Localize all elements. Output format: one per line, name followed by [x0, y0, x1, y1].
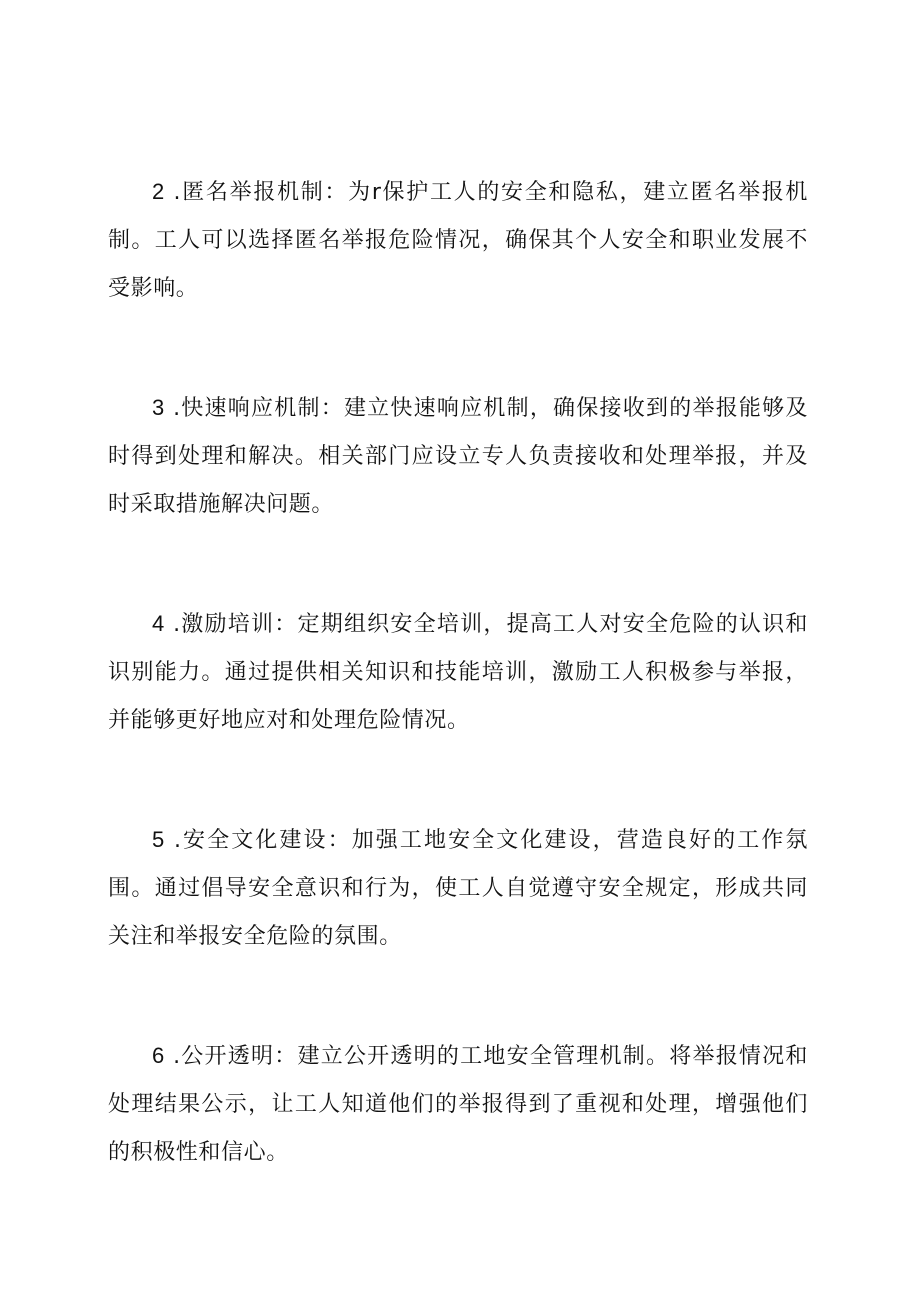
paragraph-3 — [108, 384, 808, 529]
paragraph-text: .公开透明：建立公开透明的工地安全管理机制。将举报情况和处理结果公示，让工人知道他们的举报得到了重视和处理，增强他们的积极性和信心。 — [108, 1044, 809, 1165]
paragraph-number: 5 — [152, 827, 165, 852]
paragraph-number: 4 — [152, 611, 165, 636]
paragraph-4 — [108, 600, 808, 745]
paragraph-text: .快速响应机制：建立快速响应机制，确保接收到的举报能够及时得到处理和解决。相关部门应设立专人负责接收和处理举报，并及时采取措施解决问题。 — [108, 396, 809, 517]
paragraph-text: .匿名举报机制：为r保护工人的安全和隐私，建立匿名举报机制。工人可以选择匿名举报危险情况，确保其个人安全和职业发展不受影响。 — [108, 180, 809, 301]
paragraph-number: 6 — [152, 1043, 165, 1068]
paragraph-text: .激励培训：定期组织安全培训，提高工人对安全危险的认识和识别能力。通过提供相关知识和技能培训，激励工人积极参与举报，并能够更好地应对和处理危险情况。 — [108, 612, 809, 733]
paragraph-number: 2 — [152, 179, 165, 204]
paragraph-number: 3 — [152, 395, 165, 420]
paragraph-2 — [108, 168, 808, 313]
document-body — [108, 168, 808, 1248]
paragraph-text: .安全文化建设：加强工地安全文化建设，营造良好的工作氛围。通过倡导安全意识和行为，使工人自觉遵守安全规定，形成共同关注和举报安全危险的氛围。 — [108, 828, 808, 949]
paragraph-5 — [108, 816, 808, 961]
paragraph-6 — [108, 1032, 808, 1177]
